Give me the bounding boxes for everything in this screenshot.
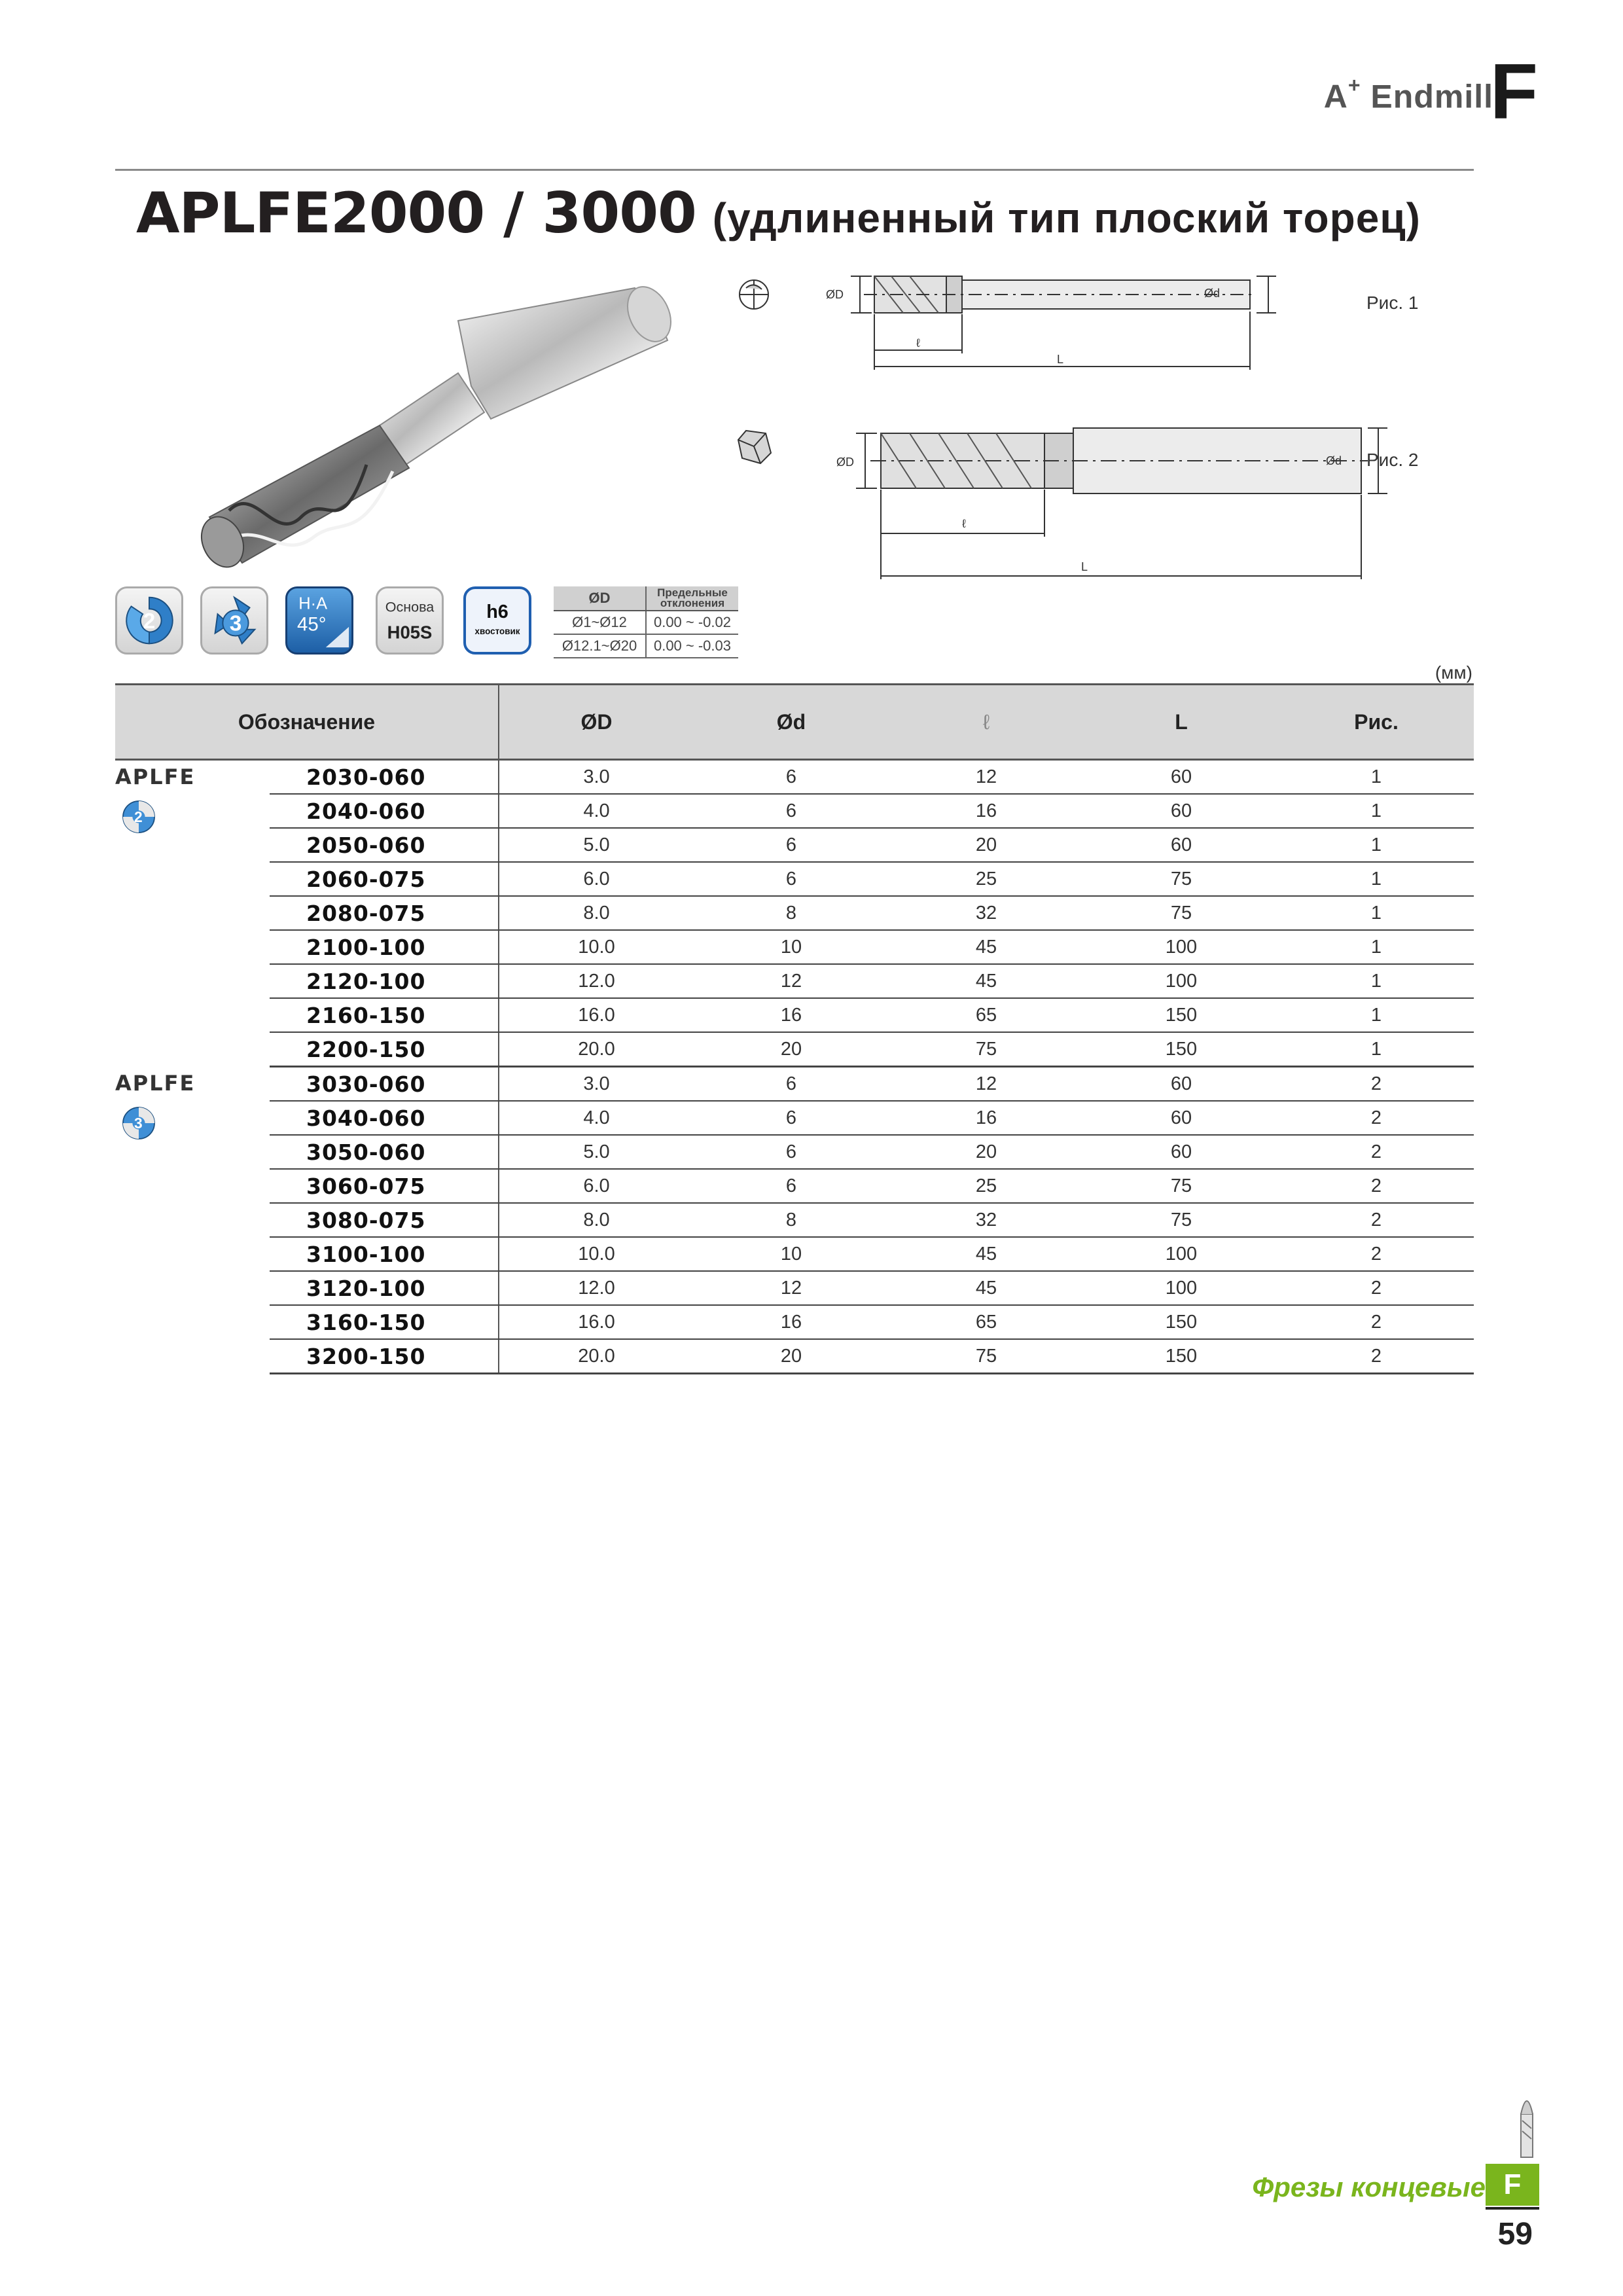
- designation-code: 2200-150: [270, 1032, 499, 1067]
- designation-code: 3080-075: [270, 1203, 499, 1237]
- cell-d: 12: [694, 964, 889, 998]
- product-code: APLFE2000 / 3000: [136, 181, 696, 246]
- header-D: ØD: [499, 685, 694, 760]
- cell-l: 12: [889, 760, 1084, 795]
- flute-count-icon: [119, 797, 158, 836]
- table-row: [115, 1101, 1474, 1135]
- cell-L: 75: [1084, 1169, 1279, 1203]
- two-flute-icon: [115, 586, 183, 655]
- cell-fig: 2: [1279, 1203, 1474, 1237]
- cell-d: 16: [694, 1305, 889, 1339]
- cell-d: 6: [694, 1169, 889, 1203]
- svg-text:3: 3: [134, 1114, 143, 1132]
- cell-l: 20: [889, 828, 1084, 862]
- cell-L: 150: [1084, 998, 1279, 1032]
- cell-l: 65: [889, 998, 1084, 1032]
- footer-section-badge: F: [1486, 2164, 1539, 2206]
- fig1-dim-l: ℓ: [916, 336, 920, 350]
- cell-L: 100: [1084, 930, 1279, 964]
- header-d: Ød: [694, 685, 889, 760]
- cell-d: 6: [694, 862, 889, 896]
- series-cell: [115, 1067, 270, 1374]
- cell-D: 12.0: [499, 1271, 694, 1305]
- svg-text:45°: 45°: [297, 613, 327, 636]
- designation-code: 3160-150: [270, 1305, 499, 1339]
- unit-label: (мм): [1435, 662, 1472, 683]
- fig2-side-view: [856, 428, 1387, 579]
- cell-l: 75: [889, 1339, 1084, 1374]
- cell-D: 12.0: [499, 964, 694, 998]
- fig2-dim-L: L: [1081, 560, 1088, 573]
- designation-code: 2080-075: [270, 896, 499, 930]
- fig2-dim-D: ØD: [836, 456, 854, 469]
- designation-code: 2160-150: [270, 998, 499, 1032]
- cell-D: 4.0: [499, 794, 694, 828]
- shank-tolerance-icon: [463, 586, 531, 655]
- svg-text:2: 2: [143, 609, 156, 634]
- tol-range: Ø12.1~Ø20: [554, 634, 646, 658]
- cell-l: 45: [889, 964, 1084, 998]
- cell-D: 3.0: [499, 760, 694, 795]
- table-row: [115, 862, 1474, 896]
- cell-l: 16: [889, 1101, 1084, 1135]
- technical-drawings: [720, 262, 1505, 602]
- cell-l: 16: [889, 794, 1084, 828]
- fig2-dim-d: Ød: [1326, 454, 1342, 467]
- cell-L: 60: [1084, 828, 1279, 862]
- helix-angle-icon: [285, 586, 353, 655]
- cell-D: 10.0: [499, 930, 694, 964]
- cell-fig: 2: [1279, 1271, 1474, 1305]
- endmill-photo: [183, 268, 681, 583]
- cell-fig: 2: [1279, 1067, 1474, 1102]
- cell-L: 150: [1084, 1339, 1279, 1374]
- cell-d: 20: [694, 1339, 889, 1374]
- cell-D: 4.0: [499, 1101, 694, 1135]
- cell-D: 6.0: [499, 1169, 694, 1203]
- cell-fig: 2: [1279, 1339, 1474, 1374]
- cell-l: 45: [889, 1271, 1084, 1305]
- cell-d: 6: [694, 1101, 889, 1135]
- tol-value: 0.00 ~ -0.02: [646, 611, 738, 634]
- svg-text:H05S: H05S: [387, 622, 433, 643]
- series-cell: [115, 760, 270, 1067]
- cell-d: 20: [694, 1032, 889, 1067]
- svg-text:h6: h6: [486, 601, 508, 623]
- table-row: [115, 896, 1474, 930]
- svg-text:H·A: H·A: [298, 594, 328, 613]
- cell-L: 150: [1084, 1305, 1279, 1339]
- cell-d: 6: [694, 1135, 889, 1169]
- cell-fig: 2: [1279, 1135, 1474, 1169]
- cell-L: 60: [1084, 794, 1279, 828]
- page-number: 59: [1497, 2217, 1533, 2251]
- cell-L: 60: [1084, 1101, 1279, 1135]
- tol-value: 0.00 ~ -0.03: [646, 634, 738, 658]
- cell-l: 32: [889, 896, 1084, 930]
- header-l: ℓ: [889, 685, 1084, 760]
- cell-d: 10: [694, 930, 889, 964]
- fig1-dim-L: L: [1057, 353, 1064, 366]
- tol-header-D: ØD: [554, 586, 646, 611]
- cell-D: 16.0: [499, 998, 694, 1032]
- cell-d: 6: [694, 794, 889, 828]
- tol-row: [554, 611, 738, 634]
- specifications-table: [115, 683, 1474, 1374]
- base-material-icon: [376, 586, 444, 655]
- designation-code: 3200-150: [270, 1339, 499, 1374]
- cell-l: 45: [889, 930, 1084, 964]
- designation-code: 3030-060: [270, 1067, 499, 1102]
- designation-code: 3050-060: [270, 1135, 499, 1169]
- cell-D: 5.0: [499, 828, 694, 862]
- cell-l: 32: [889, 1203, 1084, 1237]
- cell-D: 8.0: [499, 1203, 694, 1237]
- cell-fig: 2: [1279, 1305, 1474, 1339]
- cell-fig: 2: [1279, 1101, 1474, 1135]
- series-name: APLFE: [115, 764, 196, 789]
- designation-code: 2120-100: [270, 964, 499, 998]
- header-fig: Рис.: [1279, 685, 1474, 760]
- footer-divider: [1486, 2207, 1539, 2210]
- table-row: [115, 1135, 1474, 1169]
- fig2-label: Рис. 2: [1366, 450, 1419, 470]
- designation-code: 3100-100: [270, 1237, 499, 1271]
- cell-l: 12: [889, 1067, 1084, 1102]
- designation-code: 3120-100: [270, 1271, 499, 1305]
- designation-code: 2050-060: [270, 828, 499, 862]
- three-flute-icon: [200, 586, 268, 655]
- table-row: [115, 1305, 1474, 1339]
- fig1-dim-D: ØD: [826, 288, 844, 301]
- cell-D: 3.0: [499, 1067, 694, 1102]
- cell-fig: 1: [1279, 896, 1474, 930]
- cell-fig: 2: [1279, 1237, 1474, 1271]
- cell-L: 100: [1084, 1237, 1279, 1271]
- tol-range: Ø1~Ø12: [554, 611, 646, 634]
- fig2-dim-l: ℓ: [962, 517, 966, 530]
- cell-l: 75: [889, 1032, 1084, 1067]
- table-row: [115, 1271, 1474, 1305]
- table-row: [115, 998, 1474, 1032]
- table-row: [115, 1067, 1474, 1102]
- table-row: [115, 1032, 1474, 1067]
- fig1-dim-d: Ød: [1204, 287, 1221, 300]
- cell-D: 8.0: [499, 896, 694, 930]
- series-name: APLFE: [115, 1070, 196, 1096]
- cell-D: 10.0: [499, 1237, 694, 1271]
- table-row: [115, 1203, 1474, 1237]
- cell-fig: 1: [1279, 862, 1474, 896]
- svg-text:2: 2: [134, 808, 143, 825]
- cell-L: 75: [1084, 862, 1279, 896]
- header-divider: [115, 169, 1474, 171]
- section-letter: F: [1489, 48, 1538, 135]
- cell-D: 5.0: [499, 1135, 694, 1169]
- svg-text:3: 3: [229, 611, 242, 636]
- cell-d: 10: [694, 1237, 889, 1271]
- cell-fig: 1: [1279, 1032, 1474, 1067]
- table-row: [115, 794, 1474, 828]
- designation-code: 2060-075: [270, 862, 499, 896]
- cell-l: 20: [889, 1135, 1084, 1169]
- page-title: [136, 181, 1421, 246]
- table-row: [115, 964, 1474, 998]
- fig2-end-view: [738, 431, 771, 463]
- cell-fig: 1: [1279, 964, 1474, 998]
- designation-code: 2100-100: [270, 930, 499, 964]
- cell-L: 60: [1084, 1135, 1279, 1169]
- header-designation: Обозначение: [115, 685, 499, 760]
- cell-L: 100: [1084, 964, 1279, 998]
- tolerance-table: [554, 586, 738, 658]
- table-row: [115, 1169, 1474, 1203]
- cell-L: 100: [1084, 1271, 1279, 1305]
- cell-d: 8: [694, 896, 889, 930]
- flute-count-icon: [119, 1103, 158, 1143]
- svg-text:Основа: Основа: [385, 598, 435, 615]
- tol-header-tolerance: Предельные отклонения: [646, 586, 738, 611]
- cell-d: 6: [694, 760, 889, 795]
- cell-d: 6: [694, 828, 889, 862]
- fig1-label: Рис. 1: [1366, 293, 1419, 313]
- cell-D: 20.0: [499, 1339, 694, 1374]
- cell-l: 25: [889, 1169, 1084, 1203]
- cell-d: 12: [694, 1271, 889, 1305]
- table-row: [115, 930, 1474, 964]
- brand-name: A+ Endmill: [1323, 73, 1493, 115]
- svg-text:хвостовик: хвостовик: [474, 626, 520, 637]
- cell-l: 65: [889, 1305, 1084, 1339]
- fig1-end-view: [740, 280, 768, 309]
- table-row: [115, 1339, 1474, 1374]
- cell-l: 45: [889, 1237, 1084, 1271]
- cell-D: 16.0: [499, 1305, 694, 1339]
- table-row: [115, 760, 1474, 795]
- cell-fig: 1: [1279, 794, 1474, 828]
- cell-L: 60: [1084, 1067, 1279, 1102]
- cell-D: 6.0: [499, 862, 694, 896]
- cell-L: 75: [1084, 896, 1279, 930]
- cell-fig: 1: [1279, 760, 1474, 795]
- table-row: [115, 828, 1474, 862]
- header-L: L: [1084, 685, 1279, 760]
- cell-fig: 1: [1279, 828, 1474, 862]
- cell-L: 60: [1084, 760, 1279, 795]
- cell-fig: 1: [1279, 998, 1474, 1032]
- footer-category: Фрезы концевые: [1252, 2172, 1486, 2202]
- designation-code: 2030-060: [270, 760, 499, 795]
- designation-code: 2040-060: [270, 794, 499, 828]
- endmill-thumbnail-icon: [1504, 2088, 1550, 2160]
- cell-l: 25: [889, 862, 1084, 896]
- cell-d: 8: [694, 1203, 889, 1237]
- table-row: [115, 1237, 1474, 1271]
- product-subtitle: (удлиненный тип плоский торец): [712, 194, 1421, 242]
- cell-L: 75: [1084, 1203, 1279, 1237]
- cell-fig: 1: [1279, 930, 1474, 964]
- cell-D: 20.0: [499, 1032, 694, 1067]
- tol-row: [554, 634, 738, 658]
- designation-code: 3040-060: [270, 1101, 499, 1135]
- cell-d: 16: [694, 998, 889, 1032]
- designation-code: 3060-075: [270, 1169, 499, 1203]
- cell-L: 150: [1084, 1032, 1279, 1067]
- cell-fig: 2: [1279, 1169, 1474, 1203]
- cell-d: 6: [694, 1067, 889, 1102]
